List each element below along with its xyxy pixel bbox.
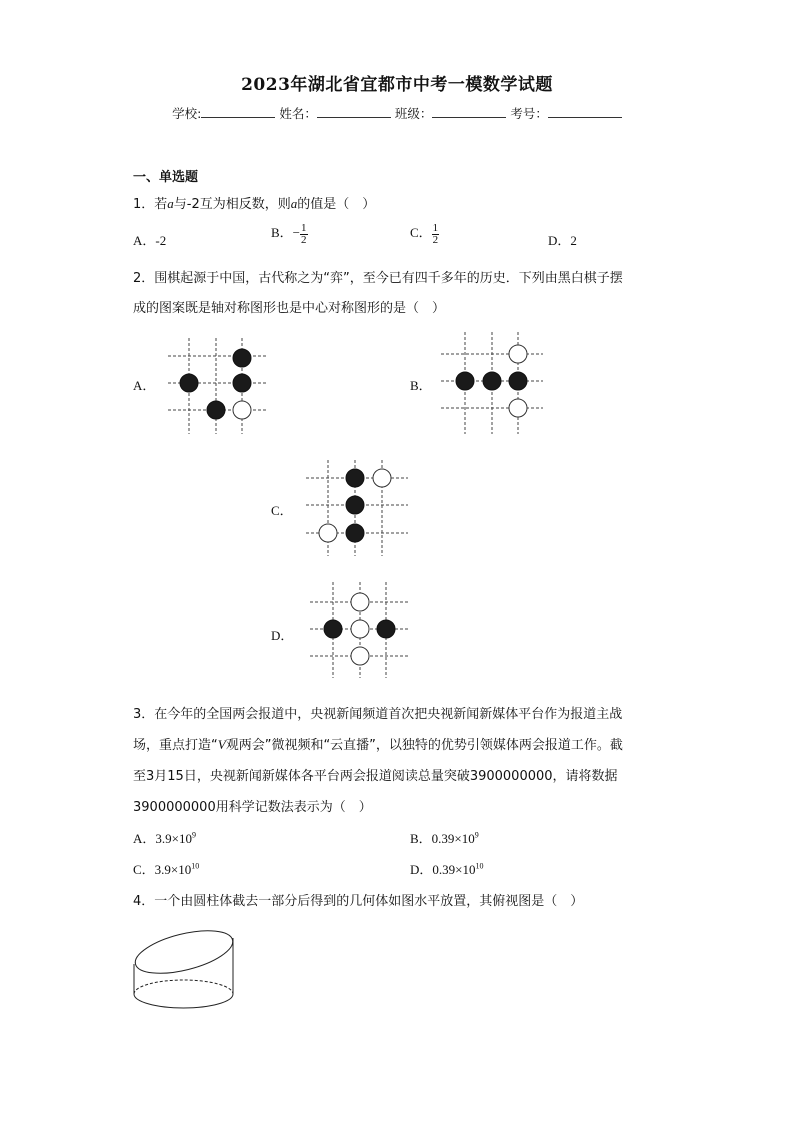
go-board-option-a [160, 338, 272, 436]
go-board-option-c [302, 458, 410, 558]
white-stone [351, 593, 369, 611]
q3-option-d-base: D．0.39×10 [410, 862, 476, 877]
school-label: 学校: [172, 106, 202, 121]
q3-option-a-base: A．3.9×10 [133, 831, 192, 846]
q3-option-c [133, 859, 199, 878]
name-label: 姓名： [279, 106, 317, 121]
question-3-line-3: 至3月15日，央视新闻新媒体各平台两会报道阅读总量突破3900000000，请将数据 [133, 769, 618, 784]
q3-option-d-exponent: 10 [475, 861, 484, 871]
q3-option-d [410, 859, 483, 878]
black-stone [346, 496, 364, 514]
white-stone [319, 524, 337, 542]
q3-option-b-base: B．0.39×10 [410, 831, 475, 846]
white-stone [351, 620, 369, 638]
q3-option-b-exponent: 9 [474, 830, 479, 840]
q1-option-c [410, 222, 439, 246]
black-stone [233, 374, 251, 392]
white-stone [509, 399, 527, 417]
q1-option-a: A．-2 [133, 233, 167, 248]
q1-b-denominator: 2 [301, 233, 307, 246]
q1-c-denominator: 2 [432, 233, 439, 246]
white-stone [373, 469, 391, 487]
black-stone [180, 374, 198, 392]
white-stone [351, 647, 369, 665]
q3-option-c-base: C．3.9×10 [133, 862, 192, 877]
black-stone [483, 372, 501, 390]
cylinder-bottom-front [134, 994, 233, 1008]
section-heading: 一、单选题 [133, 170, 199, 185]
q1-option-b-fraction [300, 223, 308, 246]
question-2-line-2: 成的图案既是轴对称图形也是中心对称图形的是（ ） [133, 301, 446, 316]
go-board-option-d [306, 580, 412, 680]
q3-option-b [410, 828, 479, 847]
black-stone [207, 401, 225, 419]
q1-option-d: D．2 [548, 233, 577, 248]
cylinder-cut-face [131, 922, 237, 981]
q1-option-b-label: B． [271, 225, 293, 240]
go-board-option-b [437, 330, 547, 436]
question-3-line-2 [133, 734, 623, 753]
school-blank [201, 105, 275, 118]
q3-option-a [133, 828, 196, 847]
q2-option-a-label: A． [133, 378, 156, 393]
q1-c-numerator: 1 [432, 221, 439, 234]
black-stone [233, 349, 251, 367]
page-title: 2023年湖北省宜都市中考一模数学试题 [241, 75, 553, 95]
cylinder-bottom-back [134, 980, 233, 994]
number-blank [548, 105, 622, 118]
number-label: 考号： [510, 106, 548, 121]
black-stone [509, 372, 527, 390]
q1-option-b-sign: − [292, 225, 301, 240]
q1-option-c-fraction [432, 223, 440, 246]
q3-option-c-exponent: 10 [191, 861, 200, 871]
black-stone [346, 469, 364, 487]
question-4-stem: 4．一个由圆柱体截去一部分后得到的几何体如图水平放置，其俯视图是（ ） [133, 894, 584, 909]
q1-option-b [271, 222, 308, 246]
q1-stem-mid: 与-2互为相反数，则 [173, 197, 291, 212]
class-label: 班级： [394, 106, 433, 121]
q3-line2-v: V [217, 737, 226, 752]
student-info-line [0, 104, 794, 122]
q1-stem-pre: 1．若 [133, 197, 168, 212]
question-3-line-1: 3．在今年的全国两会报道中，央视新闻频道首次把央视新闻新媒体平台作为报道主战 [133, 707, 623, 722]
q3-option-a-exponent: 9 [191, 830, 196, 840]
q1-var-a-2: a [290, 196, 298, 211]
q3-line2-post: 观两会”微视频和“云直播”，以独特的优势引领媒体两会报道工作。截 [225, 738, 623, 753]
cut-cylinder-figure [128, 918, 240, 1014]
black-stone [377, 620, 395, 638]
q3-line2-pre: 场，重点打造“ [133, 738, 218, 753]
class-blank [432, 105, 506, 118]
q2-option-b-label: B． [410, 378, 432, 393]
q1-stem-post: 的值是（ ） [297, 197, 376, 212]
q1-option-c-label: C． [410, 225, 432, 240]
question-3-line-4: 3900000000用科学记数法表示为（ ） [133, 800, 372, 815]
black-stone [324, 620, 342, 638]
question-2-line-1: 2．围棋起源于中国，古代称之为“弈”，至今已有四千多年的历史．下列由黑白棋子摆 [133, 271, 623, 286]
q1-var-a: a [167, 196, 174, 211]
q2-option-c-label: C． [271, 503, 293, 518]
white-stone [233, 401, 251, 419]
q2-option-d-label: D． [271, 628, 294, 643]
black-stone [456, 372, 474, 390]
q1-b-numerator: 1 [301, 221, 307, 234]
black-stone [346, 524, 364, 542]
white-stone [509, 345, 527, 363]
question-1-stem [133, 193, 375, 212]
name-blank [317, 105, 391, 118]
